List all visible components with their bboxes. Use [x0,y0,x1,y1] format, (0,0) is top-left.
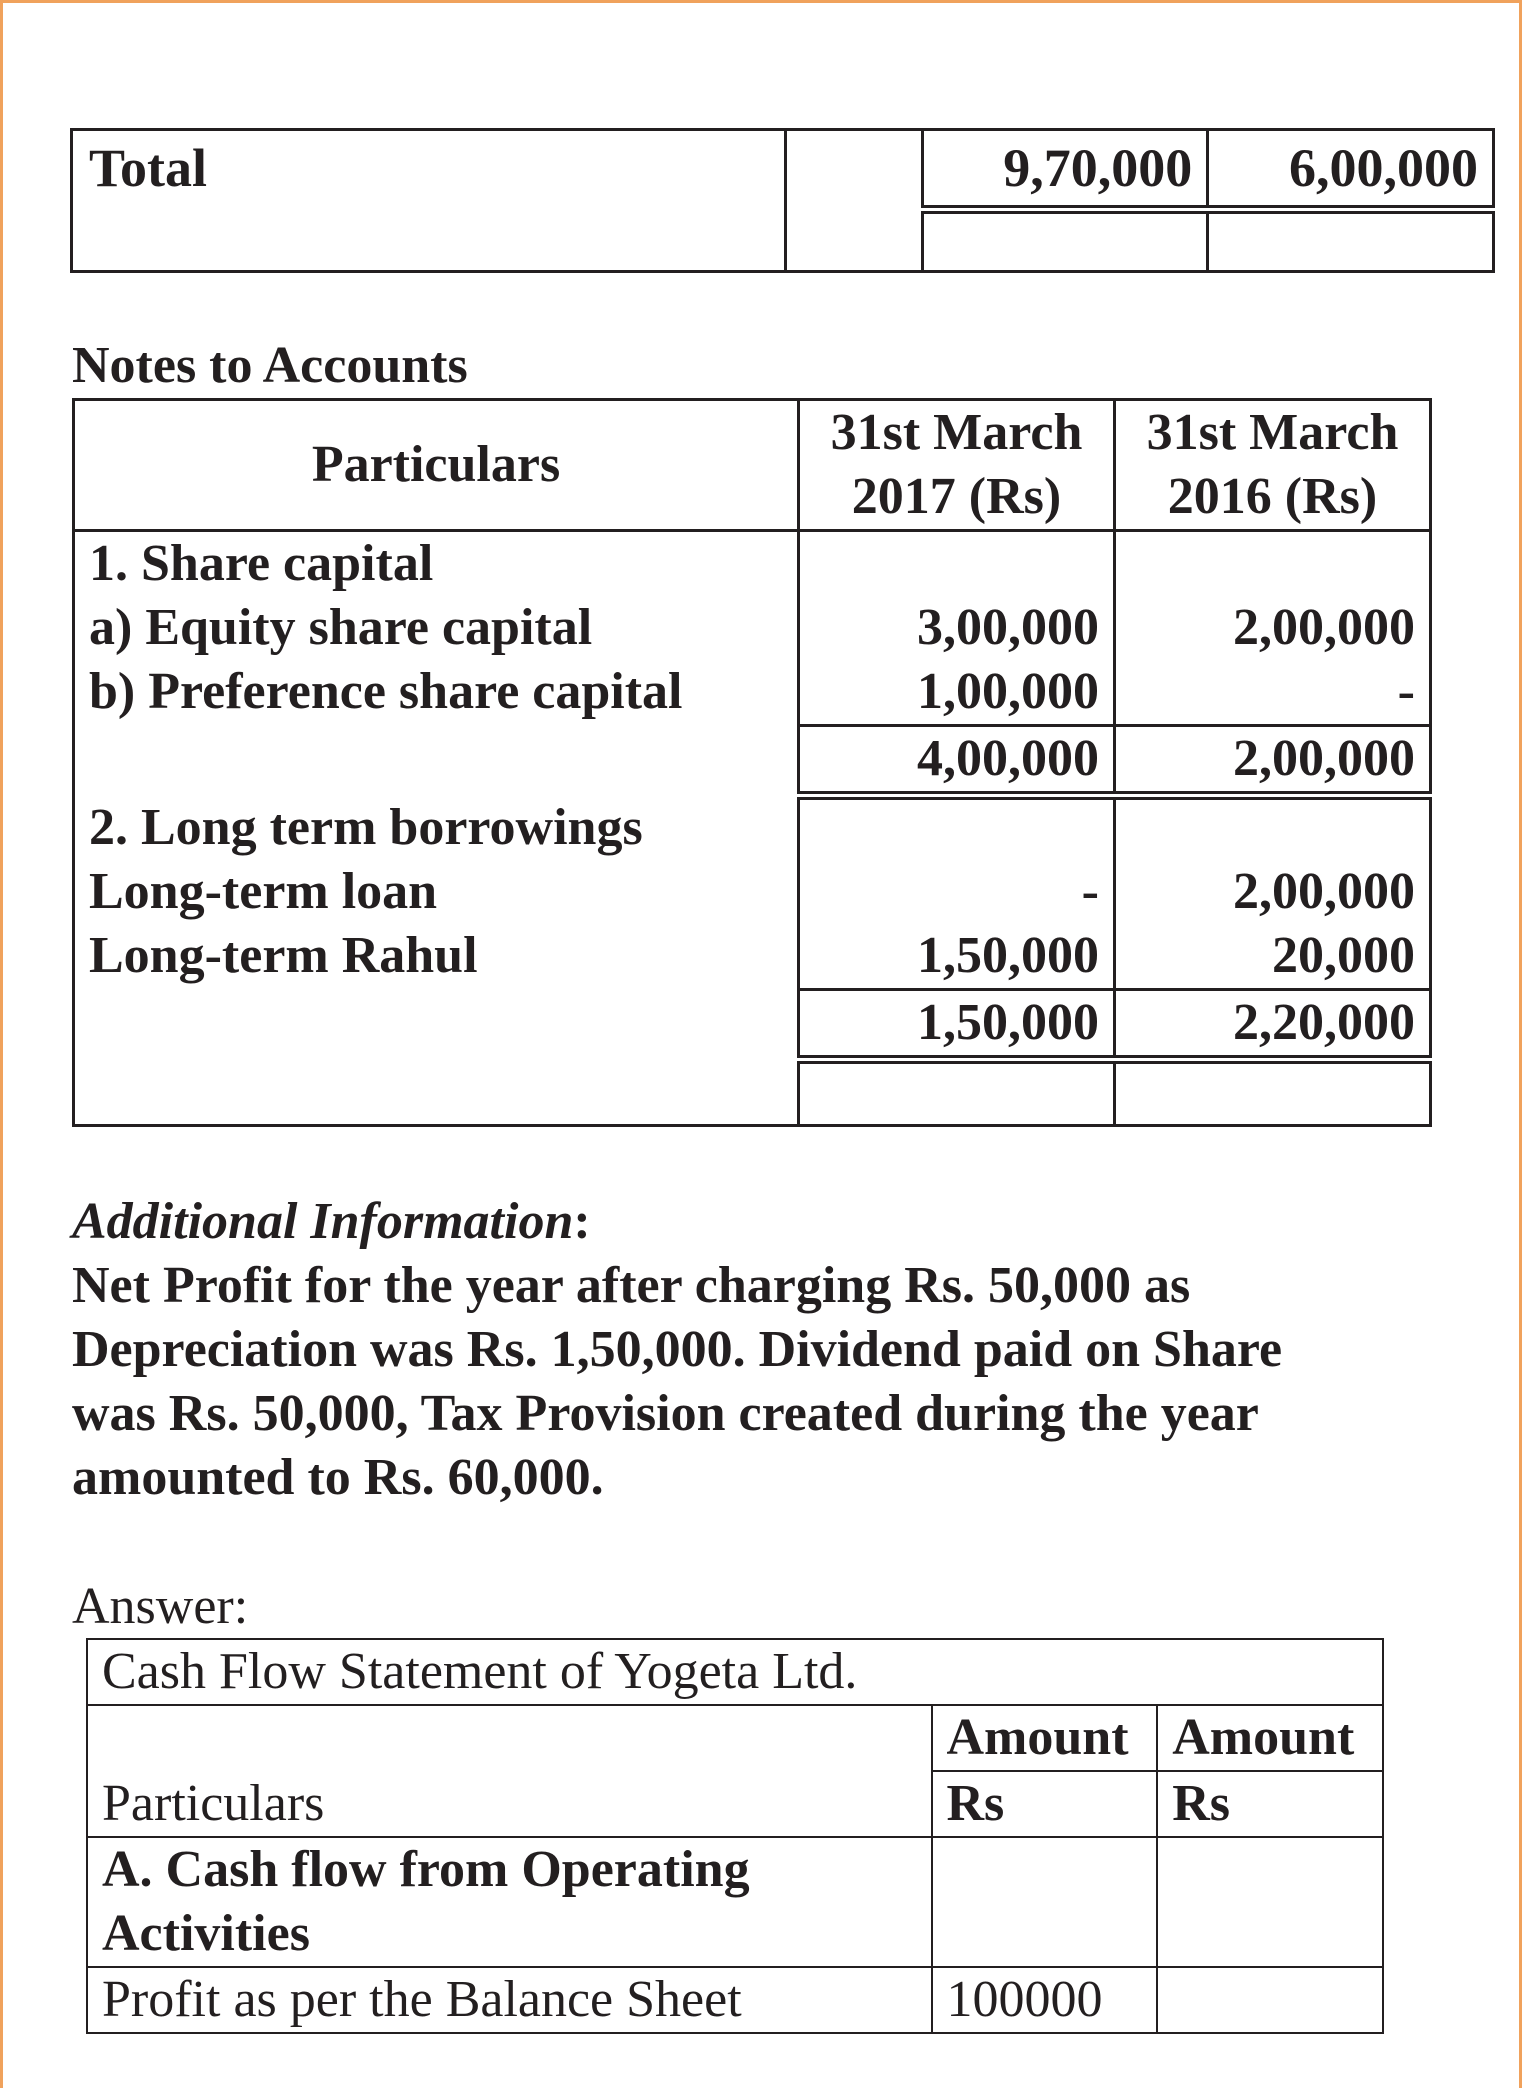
row-value-2017: - [799,860,1115,924]
row-label: Long-term loan [74,860,799,924]
additional-info-line: amounted to Rs. 60,000. [72,1449,604,1506]
notes-header-2017 [799,400,1115,531]
notes-header-particulars: Particulars [74,400,799,531]
row-value-2016: 2,00,000 [1115,596,1431,660]
additional-info-heading [72,1190,1492,1254]
notes-heading: Notes to Accounts [72,337,468,394]
cash-flow-header-amount-1: Amount [932,1705,1158,1771]
total-blank-2016 [1208,210,1494,272]
share-capital-title-row [74,531,1431,597]
share-capital-total-2017: 4,00,000 [799,726,1115,796]
table-row [74,924,1431,990]
total-blank-label [72,210,786,272]
answer-label: Answer: [72,1578,249,1635]
cash-flow-header-rs-2: Rs [1157,1771,1383,1837]
row-value-2017: 1,00,000 [799,660,1115,726]
cash-flow-header-particulars: Particulars [87,1705,932,1837]
cash-flow-section-a-line2: Activities [102,1905,310,1962]
share-capital-title: 1. Share capital [74,531,799,597]
row-label: a) Equity share capital [74,596,799,660]
notes-table [72,398,1432,1127]
cash-flow-title: Cash Flow Statement of Yogeta Ltd. [87,1639,1383,1705]
cash-flow-profit-label: Profit as per the Balance Sheet [87,1967,932,2033]
notes-header-2017-line1: 31st March [830,404,1083,461]
borrowings-total-2017: 1,50,000 [799,989,1115,1059]
notes-header-2016 [1115,400,1431,531]
total-value-2017: 9,70,000 [922,130,1208,210]
table-row [74,596,1431,660]
share-capital-total-2016: 2,00,000 [1115,726,1431,796]
notes-blank-row [74,1059,1431,1125]
row-value-2016: 20,000 [1115,924,1431,990]
total-value-2016: 6,00,000 [1208,130,1494,210]
cash-flow-header-rs-1: Rs [932,1771,1158,1837]
table-row [74,860,1431,924]
total-blank-2017 [922,210,1208,272]
total-empty-cell [785,130,922,210]
row-value-2016: 2,00,000 [1115,860,1431,924]
notes-header-2016-line1: 31st March [1146,404,1399,461]
borrowings-title: 2. Long term borrowings [74,796,799,860]
cash-flow-table [86,1638,1384,2034]
cash-flow-section-a-line1: A. Cash flow from Operating [102,1841,750,1898]
row-value-2016: - [1115,660,1431,726]
additional-info-line: Depreciation was Rs. 1,50,000. Dividend paid on Share [72,1321,1283,1378]
cash-flow-profit-value: 100000 [932,1967,1158,2033]
total-table [70,128,1495,273]
notes-header-2016-line2: 2016 (Rs) [1167,468,1378,525]
row-label: b) Preference share capital [74,660,799,726]
additional-info-colon: : [573,1193,591,1250]
additional-info-line: was Rs. 50,000, Tax Provision created during the year [72,1385,1259,1442]
table-row [74,660,1431,726]
borrowings-total-2016: 2,20,000 [1115,989,1431,1059]
total-blank-cell [785,210,922,272]
additional-info-line: Net Profit for the year after charging Rs. 50,000 as [72,1257,1191,1314]
borrowings-total-row [74,989,1431,1059]
total-label: Total [72,130,786,210]
row-label: Long-term Rahul [74,924,799,990]
row-value-2017: 3,00,000 [799,596,1115,660]
cash-flow-header-amount-2: Amount [1157,1705,1383,1771]
share-capital-total-row [74,726,1431,796]
cash-flow-section-a [87,1837,932,1967]
borrowings-title-row [74,796,1431,860]
additional-information [72,1190,1492,1510]
notes-header-2017-line2: 2017 (Rs) [851,468,1062,525]
additional-info-title: Additional Information [72,1193,574,1250]
row-value-2017: 1,50,000 [799,924,1115,990]
